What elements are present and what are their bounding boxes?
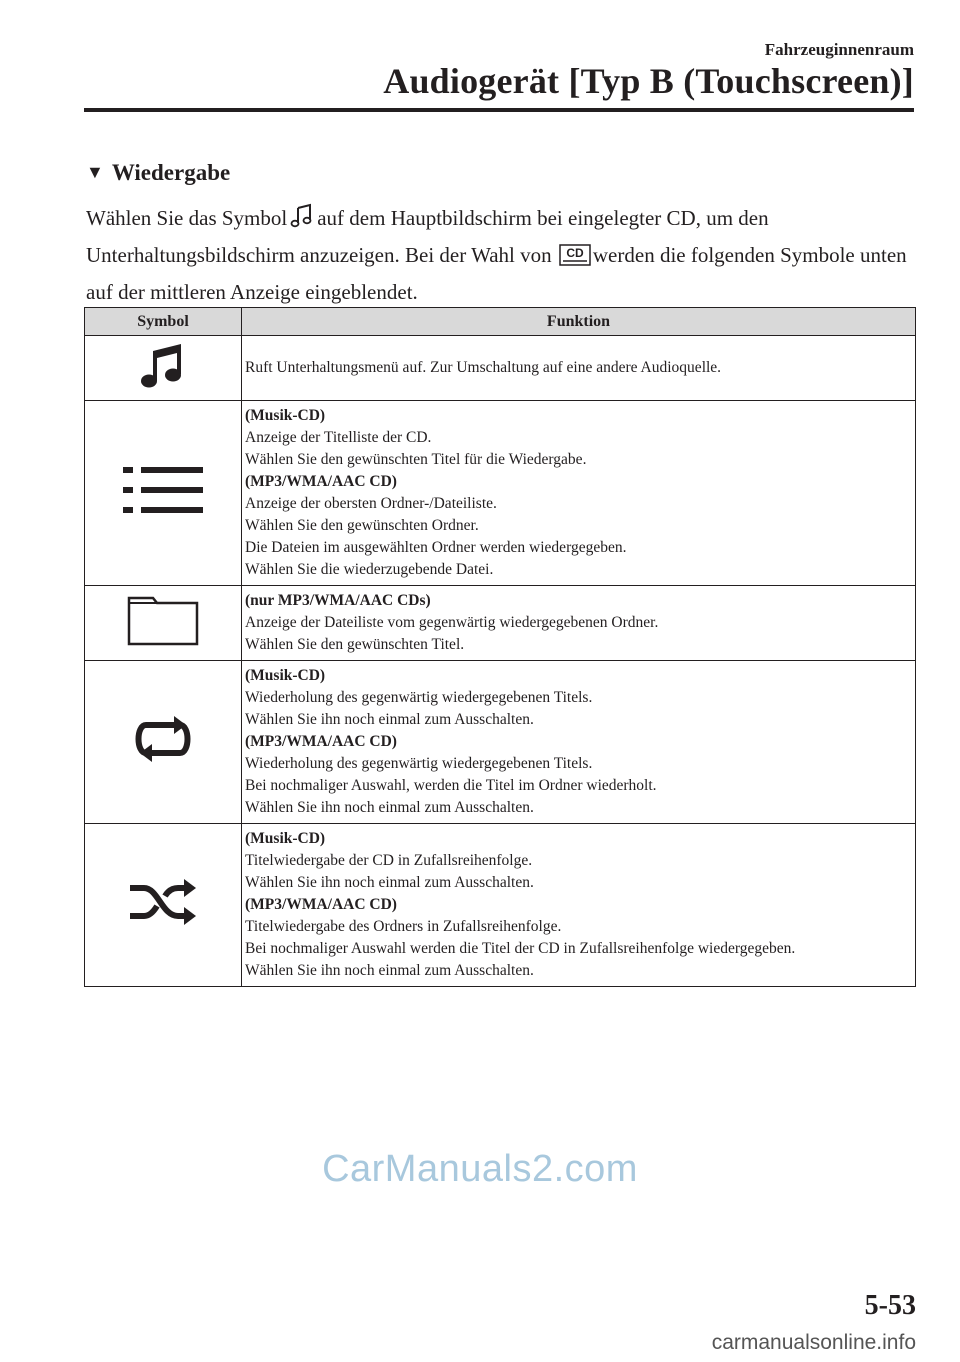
- page-title: Audiogerät [Typ B (Touchscreen)]: [383, 61, 914, 101]
- symbol-cell: [85, 336, 242, 401]
- function-line: Anzeige der Titelliste der CD.: [245, 429, 432, 446]
- table-row: [85, 336, 916, 401]
- function-line: Bei nochmaliger Auswahl, werden die Titel im Ordner wiederholt.: [245, 777, 657, 794]
- cd-icon: [559, 243, 591, 276]
- symbol-cell: [85, 824, 242, 987]
- repeat-icon: [132, 715, 194, 763]
- function-line: (nur MP3/WMA/AAC CDs): [245, 592, 431, 609]
- function-line: Anzeige der obersten Ordner-/Dateiliste.: [245, 495, 497, 512]
- section-heading: [86, 160, 230, 186]
- header-section-label: Fahrzeuginnenraum: [764, 40, 914, 59]
- function-line: Titelwiedergabe des Ordners in Zufallsreihenfolge.: [245, 918, 562, 935]
- function-line: Die Dateien im ausgewählten Ordner werden wiedergegeben.: [245, 539, 627, 556]
- function-cell: [242, 401, 916, 586]
- shuffle-icon: [128, 878, 198, 926]
- music-note-icon: [289, 203, 315, 239]
- header-divider: [84, 108, 914, 112]
- function-line: (MP3/WMA/AAC CD): [245, 896, 397, 913]
- function-line: Anzeige der Dateiliste vom gegenwärtig wiedergegebenen Ordner.: [245, 614, 659, 631]
- function-line: Wählen Sie den gewünschten Titel.: [245, 636, 465, 653]
- function-line: (Musik-CD): [245, 407, 326, 424]
- cd-icon-label: CD: [566, 246, 584, 260]
- table-header-symbol: Symbol: [85, 308, 242, 336]
- function-cell: [242, 824, 916, 987]
- page-number: 5-53: [864, 1290, 916, 1321]
- function-line: Wählen Sie ihn noch einmal zum Ausschalten.: [245, 711, 534, 728]
- function-line: Wiederholung des gegenwärtig wiedergegebenen Titels.: [245, 755, 593, 772]
- table-row: [85, 661, 916, 824]
- function-line: (MP3/WMA/AAC CD): [245, 473, 397, 490]
- list-icon: [123, 465, 203, 515]
- function-line: Wählen Sie ihn noch einmal zum Ausschalten.: [245, 874, 534, 891]
- symbol-cell: [85, 586, 242, 661]
- function-line: (MP3/WMA/AAC CD): [245, 733, 397, 750]
- symbol-cell: [85, 401, 242, 586]
- table-row: [85, 824, 916, 987]
- table-row: [85, 586, 916, 661]
- intro-paragraph: [86, 202, 916, 309]
- table-header-function: Funktion: [242, 308, 916, 336]
- symbol-cell: [85, 661, 242, 824]
- function-line: Ruft Unterhaltungsmenü auf. Zur Umschaltung auf eine andere Audioquelle.: [245, 359, 722, 376]
- function-line: Wählen Sie den gewünschten Titel für die Wiedergabe.: [245, 451, 587, 468]
- table-row: [85, 401, 916, 586]
- watermark: CarManuals2.com: [322, 1148, 638, 1190]
- function-line: Wählen Sie den gewünschten Ordner.: [245, 517, 479, 534]
- intro-text-2: auf dem Hauptbildschirm bei eingelegter CD, um den Unterhaltungsbildschirm anzuzeigen. Bei der Wahl von: [86, 206, 769, 267]
- intro-text-1: Wählen Sie das Symbol: [86, 206, 288, 230]
- function-line: Wählen Sie ihn noch einmal zum Ausschalten.: [245, 962, 534, 979]
- section-heading-text: Wiedergabe: [111, 160, 231, 185]
- table-header-row: [85, 308, 916, 336]
- function-cell: [242, 661, 916, 824]
- function-line: Wählen Sie die wiederzugebende Datei.: [245, 561, 494, 578]
- folder-icon: [127, 594, 199, 646]
- function-cell: [242, 336, 916, 401]
- function-line: Bei nochmaliger Auswahl werden die Titel der CD in Zufallsreihenfolge wiedergegeben.: [245, 940, 796, 957]
- music-note-icon: [138, 339, 188, 391]
- intro-text-3: werden die folgenden Symbole unten auf der mittleren Anzeige eingeblendet.: [86, 243, 907, 304]
- triangle-down-icon: ▼: [86, 162, 104, 182]
- function-line: (Musik-CD): [245, 667, 326, 684]
- symbol-table: [84, 307, 916, 987]
- function-line: Titelwiedergabe der CD in Zufallsreihenfolge.: [245, 852, 533, 869]
- function-line: (Musik-CD): [245, 830, 326, 847]
- function-line: Wiederholung des gegenwärtig wiedergegebenen Titels.: [245, 689, 593, 706]
- function-line: Wählen Sie ihn noch einmal zum Ausschalten.: [245, 799, 534, 816]
- function-cell: [242, 586, 916, 661]
- footer-site-url: carmanualsonline.info: [711, 1331, 916, 1354]
